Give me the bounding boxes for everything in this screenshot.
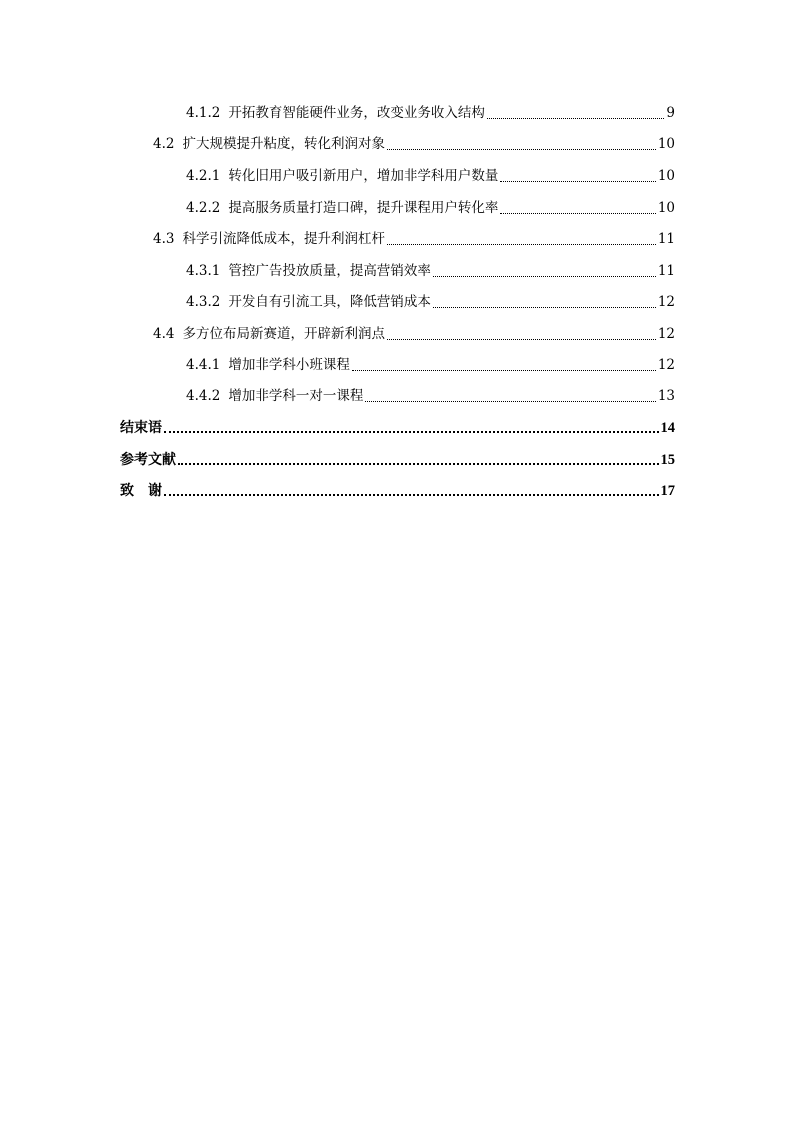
toc-leader-dots <box>433 275 656 277</box>
toc-leader-dots <box>178 462 659 465</box>
toc-entry-4-4-2[interactable] <box>186 383 675 405</box>
toc-entry-page: 12 <box>657 294 675 310</box>
toc-entry-title: 结束语 <box>120 420 162 436</box>
toc-entry-page: 15 <box>660 452 675 468</box>
toc-entry-page: 10 <box>657 168 675 184</box>
toc-entry-title: 管控广告投放质量，提高营销效率 <box>228 263 431 279</box>
toc-entry-4-2-1[interactable] <box>186 163 675 185</box>
toc-entry-page: 13 <box>657 388 675 404</box>
toc-entry-number: 4.4 <box>153 326 175 342</box>
toc-entry-number: 4.2.2 <box>186 200 221 216</box>
toc-entry-number: 4.2.1 <box>186 168 221 184</box>
toc-leader-dots <box>433 306 656 308</box>
toc-entry-4-2-2[interactable] <box>186 195 675 217</box>
toc-entry-title: 转化旧用户吸引新用户，增加非学科用户数量 <box>228 168 499 184</box>
toc-entry-page: 11 <box>657 263 675 279</box>
toc-leader-dots <box>500 212 655 214</box>
toc-entry-page: 10 <box>657 200 675 216</box>
toc-entry-number: 4.2 <box>153 136 175 152</box>
toc-entry-title: 开发自有引流工具，降低营销成本 <box>228 294 431 310</box>
toc-entry-number: 4.4.1 <box>186 357 221 373</box>
toc-leader-dots <box>387 243 656 245</box>
toc-entry-4-4[interactable] <box>153 321 675 343</box>
toc-leader-dots <box>500 180 655 182</box>
toc-leader-dots <box>487 117 665 119</box>
toc-entry-references[interactable] <box>120 447 675 469</box>
toc-entry-page: 17 <box>660 483 675 499</box>
toc-entry-number: 4.3.1 <box>186 263 221 279</box>
toc-entry-page: 14 <box>660 420 675 436</box>
toc-entry-title: 增加非学科小班课程 <box>228 357 350 373</box>
toc-entry-title: 增加非学科一对一课程 <box>228 388 364 404</box>
toc-leader-dots <box>164 430 659 433</box>
toc-entry-number: 4.1.2 <box>186 105 221 121</box>
toc-entry-4-2[interactable] <box>153 131 675 153</box>
toc-entry-title: 开拓教育智能硬件业务，改变业务收入结构 <box>228 105 485 121</box>
toc-entry-4-3-1[interactable] <box>186 258 675 280</box>
toc-entry-page: 12 <box>657 357 675 373</box>
toc-entry-4-1-2[interactable] <box>186 100 675 122</box>
toc-leader-dots <box>164 493 659 496</box>
toc-leader-dots <box>387 148 656 150</box>
toc-leader-dots <box>387 338 656 340</box>
toc-entry-number: 4.3 <box>153 231 175 247</box>
toc-entry-page: 11 <box>657 231 675 247</box>
toc-entry-conclusion[interactable] <box>120 415 675 437</box>
toc-entry-page: 12 <box>657 326 675 342</box>
toc-entry-page: 10 <box>657 136 675 152</box>
toc-entry-title: 参考文献 <box>120 452 176 468</box>
toc-entry-title: 扩大规模提升粘度，转化利润对象 <box>182 136 385 152</box>
toc-entry-title: 科学引流降低成本，提升利润杠杆 <box>182 231 385 247</box>
toc-entry-title: 致 谢 <box>120 483 162 499</box>
toc-leader-dots <box>365 400 655 402</box>
toc-entry-title: 多方位布局新赛道，开辟新利润点 <box>182 326 385 342</box>
toc-entry-4-3[interactable] <box>153 226 675 248</box>
toc-entry-number: 4.3.2 <box>186 294 221 310</box>
toc-entry-number: 4.4.2 <box>186 388 221 404</box>
toc-entry-4-3-2[interactable] <box>186 289 675 311</box>
toc-entry-title: 提高服务质量打造口碑，提升课程用户转化率 <box>228 200 499 216</box>
toc-leader-dots <box>352 369 656 371</box>
toc-entry-4-4-1[interactable] <box>186 352 675 374</box>
toc-entry-acknowledgements[interactable] <box>120 478 675 500</box>
toc-entry-page: 9 <box>666 105 675 121</box>
